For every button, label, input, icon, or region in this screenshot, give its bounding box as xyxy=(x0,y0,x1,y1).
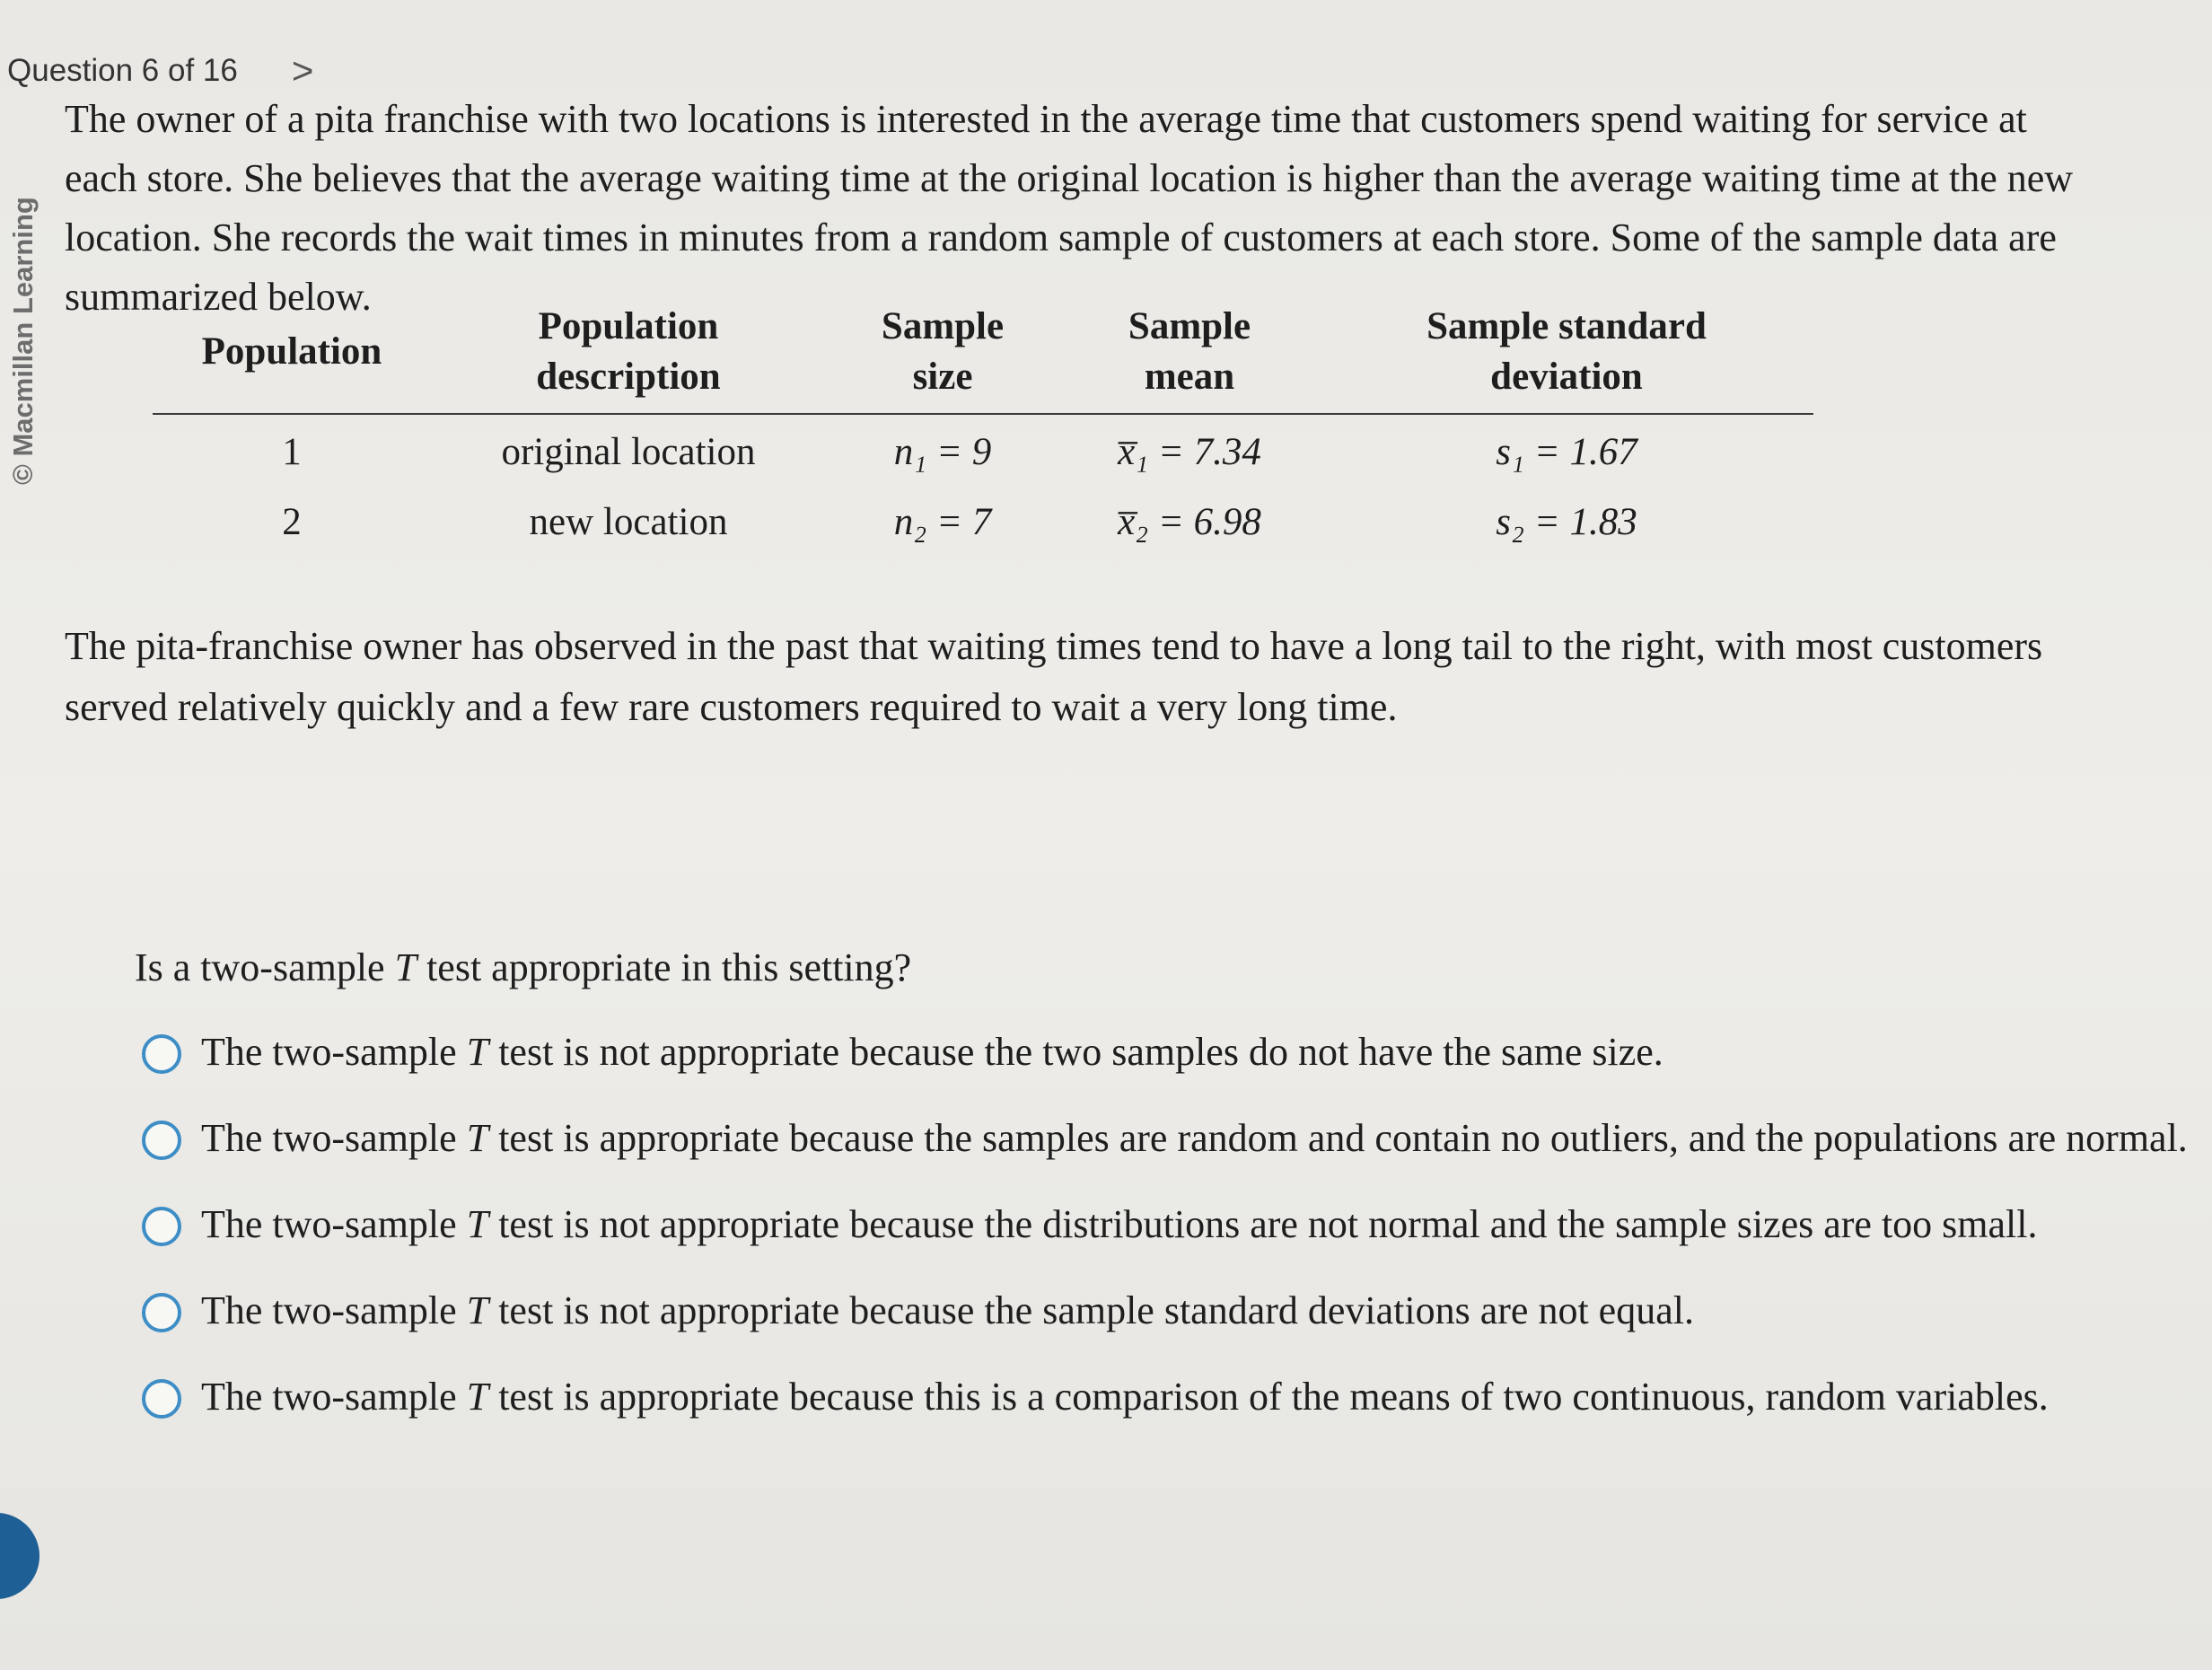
header-sample-size: Sample size xyxy=(826,296,1059,414)
distribution-note xyxy=(65,616,2201,738)
answer-option-label: The two-sample T test is not appropriate because the two samples do not have the same size. xyxy=(201,1030,1663,1074)
question-counter: Question 6 of 16 xyxy=(7,53,238,88)
header-sample-sd: Sample standard deviation xyxy=(1320,296,1813,414)
header-population-description: Population description xyxy=(431,296,826,414)
answer-option-label: The two-sample T test is not appropriate because the distributions are not normal and the sample sizes are too small. xyxy=(201,1202,2038,1246)
cell-sample-mean: x̅₂ = 6.98 xyxy=(1118,501,1261,543)
question-prompt xyxy=(65,90,2201,327)
cell-sample-size: n₂ = 7 xyxy=(893,501,992,543)
answer-option-3[interactable] xyxy=(142,1196,2189,1253)
note-line: served relatively quickly and a few rare customers required to wait a very long time. xyxy=(65,685,1398,729)
table-row xyxy=(153,485,1813,555)
cell-description: new location xyxy=(529,501,728,543)
answer-option-label: The two-sample T test is not appropriate because the sample standard deviations are not equal. xyxy=(201,1288,1694,1332)
answer-option-5[interactable] xyxy=(142,1368,2189,1426)
cell-population: 2 xyxy=(282,501,302,543)
table-header-row xyxy=(153,296,1813,414)
cell-description: original location xyxy=(501,431,756,473)
answer-option-2[interactable] xyxy=(142,1110,2189,1167)
answer-option-4[interactable] xyxy=(142,1282,2189,1340)
table-row xyxy=(153,414,1813,485)
prompt-line: The owner of a pita franchise with two locations is interested in the average time that customers spend waiting for service at xyxy=(65,97,2027,141)
cell-sample-sd: s₂ = 1.83 xyxy=(1496,501,1637,543)
publisher-credit: © Macmillan Learning xyxy=(7,197,39,485)
radio-button[interactable] xyxy=(142,1379,181,1419)
radio-button[interactable] xyxy=(142,1207,181,1246)
prompt-line: location. She records the wait times in minutes from a random sample of customers at each store. Some of the sample data are xyxy=(65,215,2057,259)
cell-sample-mean: x̅₁ = 7.34 xyxy=(1118,431,1261,473)
header-sample-mean: Sample mean xyxy=(1059,296,1320,414)
note-line: The pita-franchise owner has observed in the past that waiting times tend to have a long tail to the right, with most customers xyxy=(65,624,2043,668)
question-stem: Is a two-sample T test appropriate in this setting? xyxy=(135,945,912,989)
prompt-line: summarized below. xyxy=(65,275,372,319)
cell-population: 1 xyxy=(282,431,302,473)
next-question-chevron-icon[interactable]: > xyxy=(291,49,314,92)
answer-option-1[interactable] xyxy=(142,1024,2189,1081)
prompt-line: each store. She believes that the average waiting time at the original location is higher than the average waiting time at the new xyxy=(65,156,2074,200)
answer-options xyxy=(142,1024,2189,1455)
radio-button[interactable] xyxy=(142,1034,181,1074)
side-panel-toggle-button[interactable] xyxy=(0,1513,40,1599)
answer-option-label: The two-sample T test is appropriate because this is a comparison of the means of two continuous, random variables. xyxy=(201,1375,2049,1419)
sample-data-table xyxy=(153,296,1813,555)
radio-button[interactable] xyxy=(142,1293,181,1332)
answer-option-label: The two-sample T test is appropriate because the samples are random and contain no outliers, and the populations are normal. xyxy=(201,1116,2188,1160)
header-population: Population xyxy=(153,296,431,414)
radio-button[interactable] xyxy=(142,1121,181,1160)
cell-sample-sd: s₁ = 1.67 xyxy=(1496,431,1637,473)
cell-sample-size: n₁ = 9 xyxy=(893,431,992,473)
